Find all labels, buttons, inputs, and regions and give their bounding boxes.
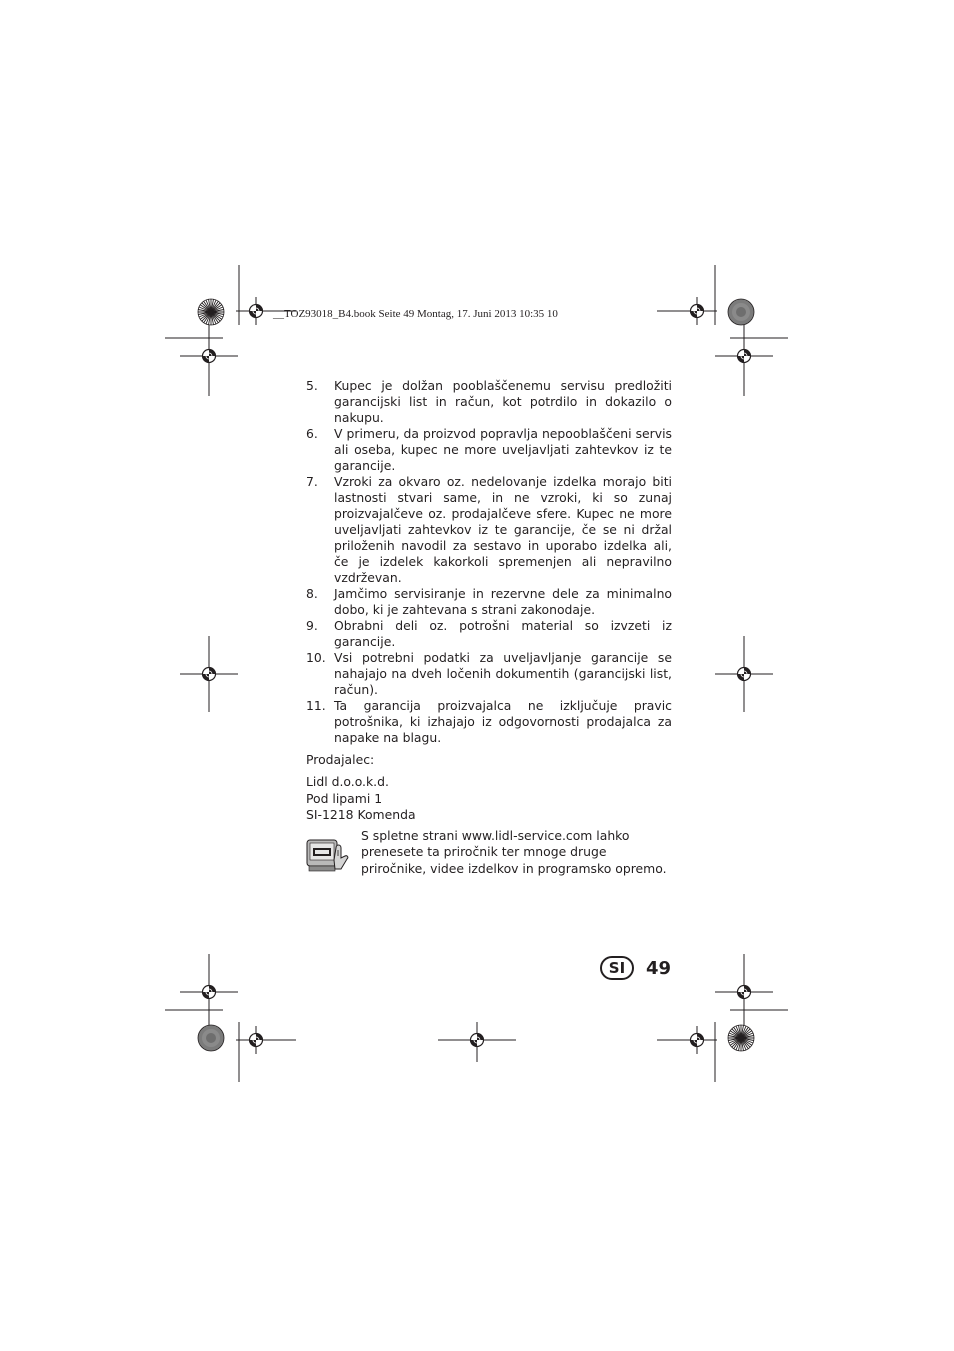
starburst-target-icon [198, 299, 224, 325]
list-item [306, 650, 672, 698]
seller-name: Lidl d.o.o.k.d. [306, 774, 389, 789]
registration-mark-icon [203, 350, 216, 363]
list-item-number: 8. [306, 586, 318, 601]
registration-mark-icon [250, 305, 263, 318]
list-item [306, 618, 672, 650]
registration-mark-icon [691, 1034, 704, 1047]
bottom-crop-marks [165, 954, 788, 1082]
list-item-text: Vzroki za okvaro oz. nedelovanje izdelka morajo biti lastnosti stvari same, in ne vzroki, ki so zunaj proizvajalčeve oz. prodajalčeve sfere. Kupec ne more uveljavljati zahtevkov iz te garancije, če se ni držal priloženih navodil za sestavo in uporabo izdelka ali, če je izdelek kakorkoli spremenjen ali nepravilno vzdrževan. [334, 474, 672, 585]
seller-label: Prodajalec: [306, 752, 375, 767]
list-item-number: 7. [306, 474, 318, 489]
seller-street: Pod lipami 1 [306, 790, 383, 806]
registration-mark-icon [203, 668, 216, 681]
registration-mark-icon [738, 350, 751, 363]
list-item-text: V primeru, da proizvod popravlja nepooblaščeni servis ali oseba, kupec ne more uveljavljati zahtevkov iz te garancije. [334, 426, 672, 473]
download-note-text: S spletne strani www.lidl-service.com lahko prenesete ta priročnik ter mnoge druge priročnike, videe izdelkov in programsko opremo. [361, 827, 667, 876]
list-item-number: 10. [306, 650, 326, 665]
list-item-number: 6. [306, 426, 318, 441]
registration-mark-icon [738, 986, 751, 999]
registration-mark-icon [471, 1034, 484, 1047]
page-number: 49 [646, 957, 672, 979]
list-item [306, 698, 672, 746]
list-item-number: 5. [306, 378, 318, 393]
list-item [306, 378, 672, 426]
warranty-list [306, 378, 672, 746]
file-info-header: __TOZ93018_B4.book Seite 49 Montag, 17. Juni 2013 10:35 10 [273, 308, 558, 320]
grey-target-icon [728, 299, 754, 325]
registration-mark-icon [691, 305, 704, 318]
list-item-text: Vsi potrebni podatki za uveljavljanje garancije se nahajajo na dveh ločenih dokumentih (garancijski list, račun). [334, 650, 672, 697]
starburst-target-icon [728, 1025, 754, 1051]
warranty-content [306, 378, 672, 877]
list-item-number: 9. [306, 618, 318, 633]
list-item-text: Jamčimo servisiranje in rezervne dele za minimalno dobo, ki je zahtevana s strani zakonodaje. [334, 586, 672, 617]
language-badge: SI [600, 956, 634, 980]
grey-target-icon [198, 1025, 224, 1051]
registration-mark-icon [203, 986, 216, 999]
download-note-block [306, 828, 672, 878]
list-item-text: Kupec je dolžan pooblaščenemu servisu predložiti garancijski list in račun, kot potrdilo in dokazilo o nakupu. [334, 378, 672, 425]
registration-mark-icon [250, 1034, 263, 1047]
top-crop-marks [165, 265, 788, 396]
list-item-text: Obrabni deli oz. potrošni material so izvzeti iz garancije. [334, 618, 672, 649]
download-manual-icon [306, 834, 350, 874]
list-item [306, 586, 672, 618]
seller-address [306, 774, 672, 824]
page-footer [600, 956, 671, 980]
seller-city: SI-1218 Komenda [306, 807, 416, 822]
registration-mark-icon [738, 668, 751, 681]
list-item [306, 426, 672, 474]
list-item-number: 11. [306, 698, 326, 713]
list-item [306, 474, 672, 586]
list-item-text: Ta garancija proizvajalca ne izključuje pravic potrošnika, ki izhajajo iz odgovornosti prodajalca za napake na blagu. [334, 698, 672, 745]
